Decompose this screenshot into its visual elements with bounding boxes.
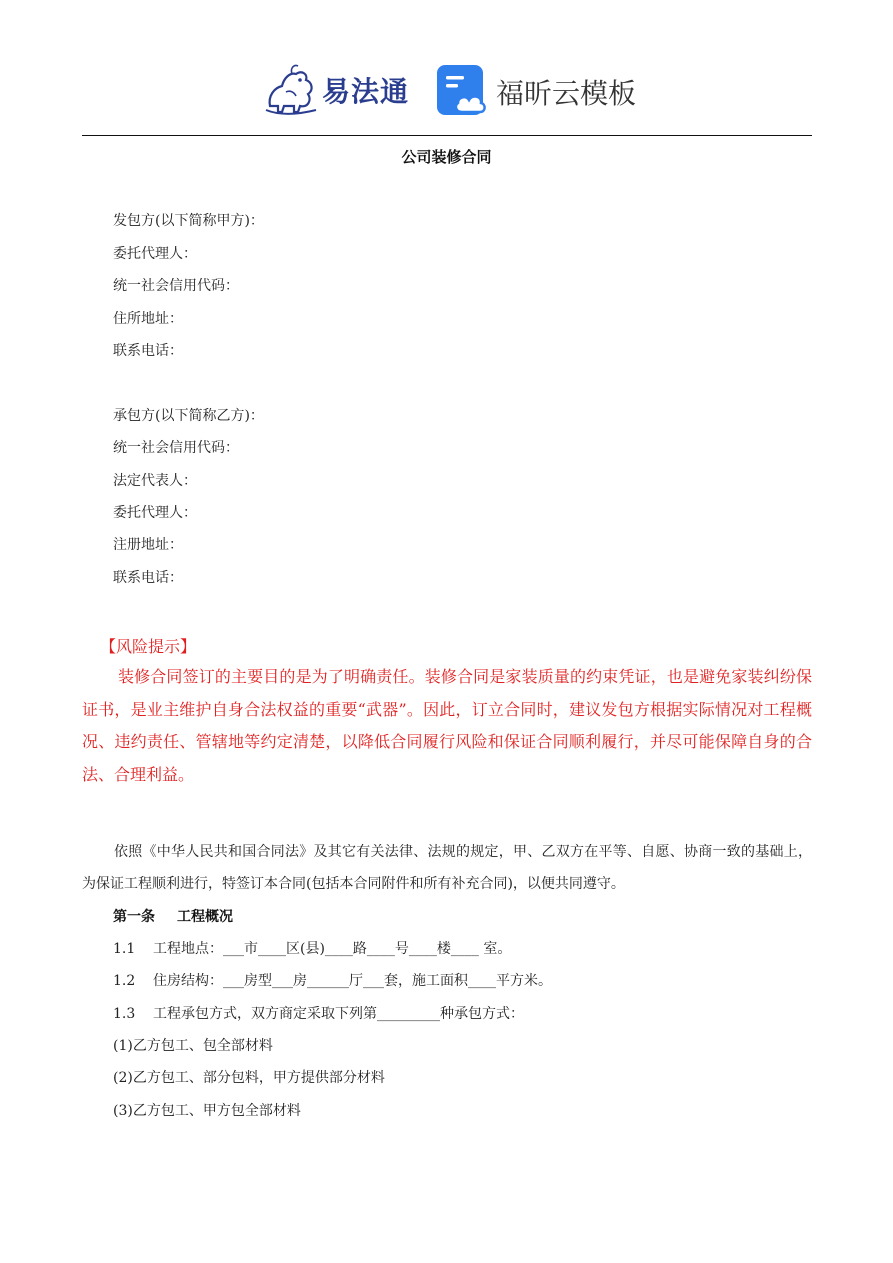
article-1-number: 第一条 (113, 909, 155, 925)
clause-1-1 (113, 939, 511, 959)
party-b-phone-field: 联系电话： (113, 570, 183, 586)
contract-option-1: (1)乙方包工、包全部材料 (113, 1038, 273, 1054)
party-a-credit-code-field: 统一社会信用代码： (113, 278, 239, 294)
party-a-name-field: 发包方(以下简称甲方)： (113, 213, 264, 229)
page-header (0, 0, 893, 136)
clause-text: 工程承包方式，双方商定采取下列第_________种承包方式： (153, 1006, 524, 1022)
document-cloud-icon (436, 64, 490, 118)
document-title: 公司装修合同 (401, 148, 492, 166)
contract-preamble: 依照《中华人民共和国合同法》及其它有关法律、法规的规定，甲、乙双方在平等、自愿、协商一致的基础上，为保证工程顺利进行，特签订本合同(包括本合同附件和所有补充合同)，以便共同遵守。 (82, 844, 812, 892)
party-a-phone-field: 联系电话： (113, 343, 183, 359)
contract-option-2: (2)乙方包工、部分包料，甲方提供部分材料 (113, 1070, 385, 1086)
clause-text: 工程地点：___市____区(县)____路____号____楼____ 室。 (153, 941, 512, 957)
party-a-address-field: 住所地址： (113, 311, 183, 327)
party-b-agent-field: 委托代理人： (113, 505, 197, 521)
fuxin-template-logo-text: 福昕云模板 (496, 77, 637, 110)
clause-number: 1.3 (113, 1006, 136, 1022)
risk-notice-body: 装修合同签订的主要目的是为了明确责任。装修合同是家装质量的约束凭证，也是避免家装纠纷保证书，是业主维护自身合法权益的重要“武器”。因此，订立合同时，建议发包方根据实际情况对工程概况、违约责任、管辖地等约定清楚，以降低合同履行风险和保证合同顺利履行，并尽可能保障自身的合法、合理利益。 (82, 667, 812, 784)
yifatong-logo (262, 62, 414, 118)
party-b-name-field: 承包方(以下简称乙方)： (113, 408, 264, 424)
article-1-title: 工程概况 (177, 909, 233, 925)
qilin-emblem-icon (262, 62, 322, 118)
clause-1-3 (113, 1004, 524, 1024)
fuxin-template-logo (436, 64, 636, 118)
party-b-credit-code-field: 统一社会信用代码： (113, 440, 239, 456)
clause-text: 住房结构：___房型___房______厅___套，施工面积____平方米。 (153, 973, 552, 989)
contract-option-3: (3)乙方包工、甲方包全部材料 (113, 1103, 301, 1119)
party-a-agent-field: 委托代理人： (113, 246, 197, 262)
clause-1-2 (113, 971, 552, 991)
risk-notice-heading: 【风险提示】 (100, 637, 197, 656)
clause-number: 1.2 (113, 973, 136, 989)
party-b-address-field: 注册地址： (113, 537, 183, 553)
yifatong-logo-text: 易法通 (322, 75, 410, 108)
article-1-heading (113, 906, 233, 926)
header-divider (82, 135, 812, 136)
clause-number: 1.1 (113, 941, 136, 957)
party-b-legal-rep-field: 法定代表人： (113, 473, 197, 489)
